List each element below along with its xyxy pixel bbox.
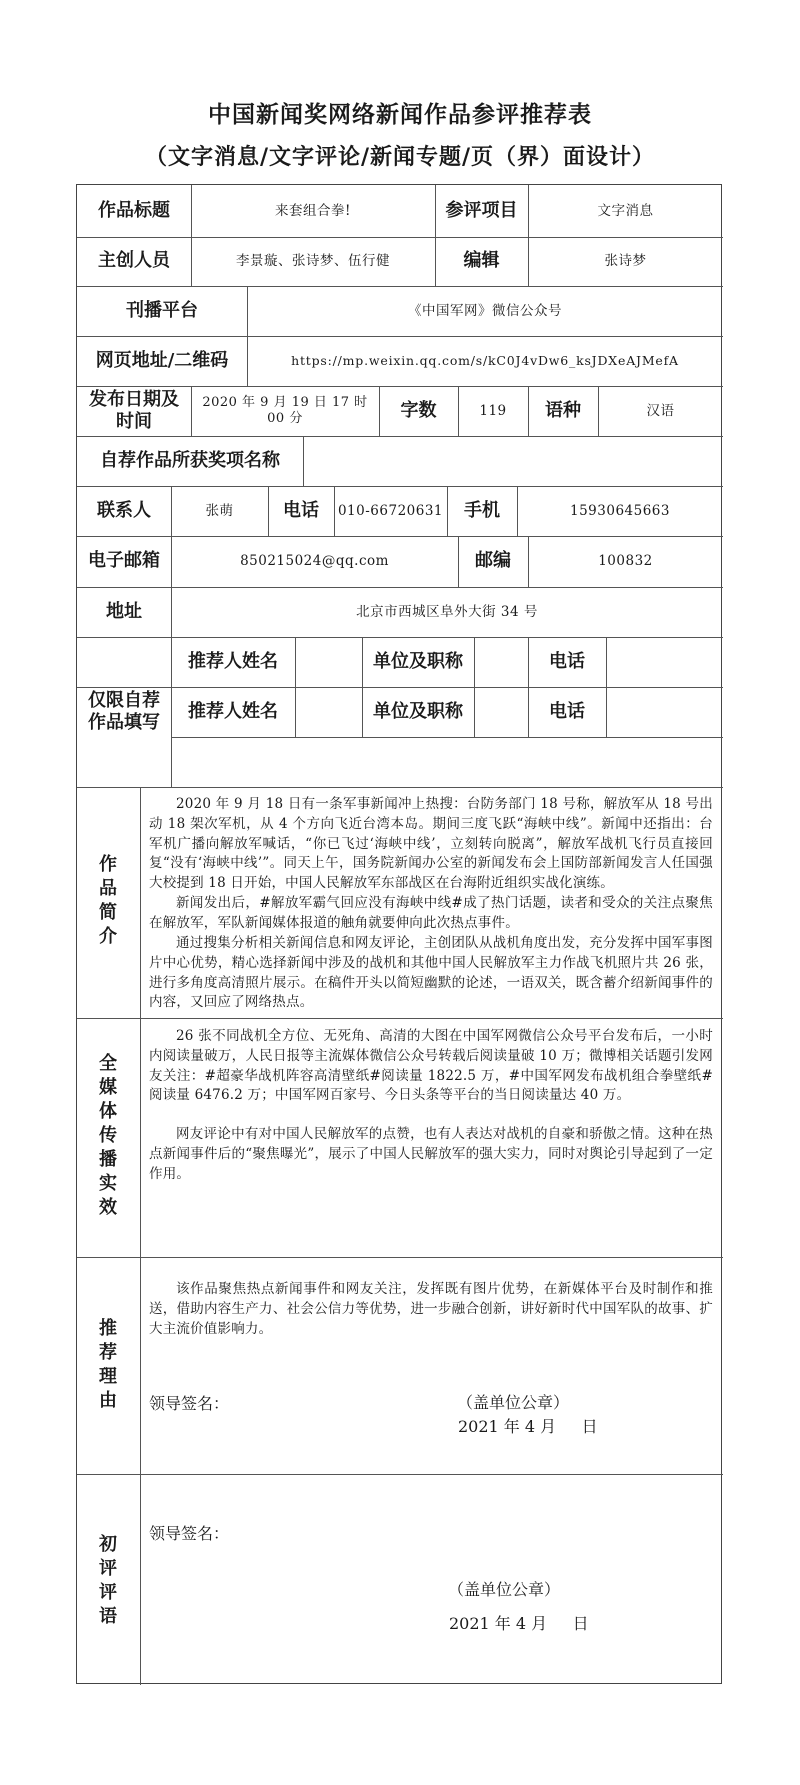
awards-label: 自荐作品所获奖项名称 <box>100 449 280 471</box>
address-label: 地址 <box>106 600 142 622</box>
mobile-value: 15930645663 <box>570 502 670 519</box>
effect-paragraph: 26 张不同战机全方位、无死角、高清的大图在中国军网微信公众号平台发布后，一小时内阅读量破万，人民日报等主流媒体微信公众号转载后阅读量破 10 万；微博相关话题引发网友关注：#超豪华战机阵容高清壁纸#阅读量 1822.5 万，#中国军网发布战机组合拳壁纸#阅读量 6476.2 万；中国军网百家号、今日头条等平台的当日阅读量达 40 万。 <box>149 1028 713 1104</box>
wordcount-value: 119 <box>479 402 507 419</box>
recommender-name-label: 推荐人姓名 <box>188 650 278 672</box>
intro-paragraph: 通过搜集分析相关新闻信息和网友评论，主创团队从战机角度出发，充分发挥中国军事图片中心优势，精心选择新闻中涉及的战机和其他中国人民解放军主力作战飞机照片共 26 张，进行多角度高清照片展示。在稿件开头以简短幽默的论述，一语双关，既含蓄介绍新闻事件的内容，又回应了网络热点。 <box>149 935 714 1011</box>
language-label: 语种 <box>545 399 581 421</box>
postcode-value: 100832 <box>598 553 653 570</box>
unit-title-label: 单位及职称 <box>373 650 463 672</box>
awards-value <box>303 436 723 486</box>
phone-value: 010-66720631 <box>337 502 444 519</box>
recommender-phone-label: 电话 <box>549 700 585 722</box>
unit-title-label: 单位及职称 <box>373 700 463 722</box>
review-signature-label: 领导签名： <box>149 1524 230 1543</box>
platform-label: 刊播平台 <box>126 299 198 321</box>
recommender-phone-value <box>606 687 723 737</box>
self-recommend-label: 仅限自荐作品填写 <box>88 689 160 733</box>
category-label: 参评项目 <box>445 199 518 221</box>
intro-paragraph: 新闻发出后，#解放军霸气回应没有海峡中线#成了热门话题，读者和受众的关注点聚焦在解放军，军队新闻媒体报道的触角就要伸向此次热点事件。 <box>149 895 713 931</box>
work-title-label: 作品标题 <box>98 199 170 221</box>
category-value: 文字消息 <box>597 202 654 219</box>
unit-title-value <box>474 637 528 687</box>
recommender-name-value <box>295 637 362 687</box>
recommendation-form <box>76 184 722 1684</box>
url-label: 网页地址/二维码 <box>95 349 229 371</box>
date-line: 2021 年 4 月 日 <box>458 1417 598 1436</box>
form-subtitle: （文字消息/文字评论/新闻专题/页（界）面设计） <box>144 144 656 170</box>
platform-value: 《中国军网》微信公众号 <box>408 302 562 319</box>
editor-label: 编辑 <box>463 250 500 272</box>
contact-value: 张萌 <box>205 502 234 519</box>
review-label: 初评评语 <box>99 1534 117 1627</box>
intro-paragraph: 2020 年 9 月 18 日有一条军事新闻冲上热搜：台防务部门 18 号称，解放军从 18 号出动 18 架次军机，从 4 个方向飞近台湾本岛。期间三度飞跃“海峡中线”。新闻中还指出：台军机广播向解放军喊话，“你已飞过‘海峡中线’，立刻转向脱离”，解放军战机飞行员直接回复“没有‘海峡中线’”。同天上午，国务院新闻办公室的新闻发布会上国防部新闻发言人任国强大校提到 18 日开始，中国人民解放军东部战区在台海附近组织实战化演练。 <box>149 796 713 892</box>
mobile-label: 手机 <box>464 499 500 521</box>
date-label: 发布日期及时间 <box>89 388 179 432</box>
recommender-name-value <box>295 687 362 737</box>
wordcount-label: 字数 <box>400 399 437 421</box>
phone-label: 电话 <box>283 499 319 521</box>
review-stamp-label: （盖单位公章） <box>448 1580 561 1599</box>
date-value: 2020 年 9 月 19 日 17 时 00 分 <box>202 394 368 426</box>
creators-label: 主创人员 <box>98 250 170 272</box>
form-title: 中国新闻奖网络新闻作品参评推荐表 <box>208 101 592 128</box>
reason-paragraph: 该作品聚焦热点新闻事件和网友关注，发挥既有图片优势，在新媒体平台及时制作和推送，借助内容生产力、社会公信力等优势，进一步融合创新，讲好新时代中国军队的故事、扩大主流价值影响力。 <box>149 1281 713 1337</box>
language-value: 汉语 <box>646 402 675 419</box>
effect-paragraph: 网友评论中有对中国人民解放军的点赞，也有人表达对战机的自豪和骄傲之情。这种在热点新闻事件后的“聚焦曝光”，展示了中国人民解放军的强大实力，同时对舆论引导起到了一定作用。 <box>149 1126 713 1182</box>
postcode-label: 邮编 <box>475 550 511 572</box>
work-title-value: 来套组合拳! <box>275 202 351 219</box>
recommender-name-label: 推荐人姓名 <box>188 700 278 722</box>
reason-label: 推荐理由 <box>99 1318 117 1411</box>
unit-title-value <box>474 687 528 737</box>
effect-label: 全媒体传播实效 <box>99 1053 117 1218</box>
review-date-line: 2021 年 4 月 日 <box>449 1614 589 1633</box>
email-value: 850215024@qq.com <box>240 553 389 570</box>
address-value: 北京市西城区阜外大街 34 号 <box>356 603 538 620</box>
creators-value: 李景璇、张诗梦、伍行健 <box>236 253 390 270</box>
stamp-label: （盖单位公章） <box>457 1393 570 1412</box>
email-label: 电子邮箱 <box>88 550 160 572</box>
editor-value: 张诗梦 <box>604 253 647 270</box>
recommender-phone-value <box>606 637 723 687</box>
recommender-phone-label: 电话 <box>549 650 585 672</box>
leader-signature-label: 领导签名： <box>149 1394 230 1413</box>
url-value: https://mp.weixin.qq.com/s/kC0J4vDw6_ksJDXeAJMefA <box>291 353 679 369</box>
intro-label: 作品简介 <box>99 854 117 947</box>
contact-label: 联系人 <box>97 499 151 521</box>
